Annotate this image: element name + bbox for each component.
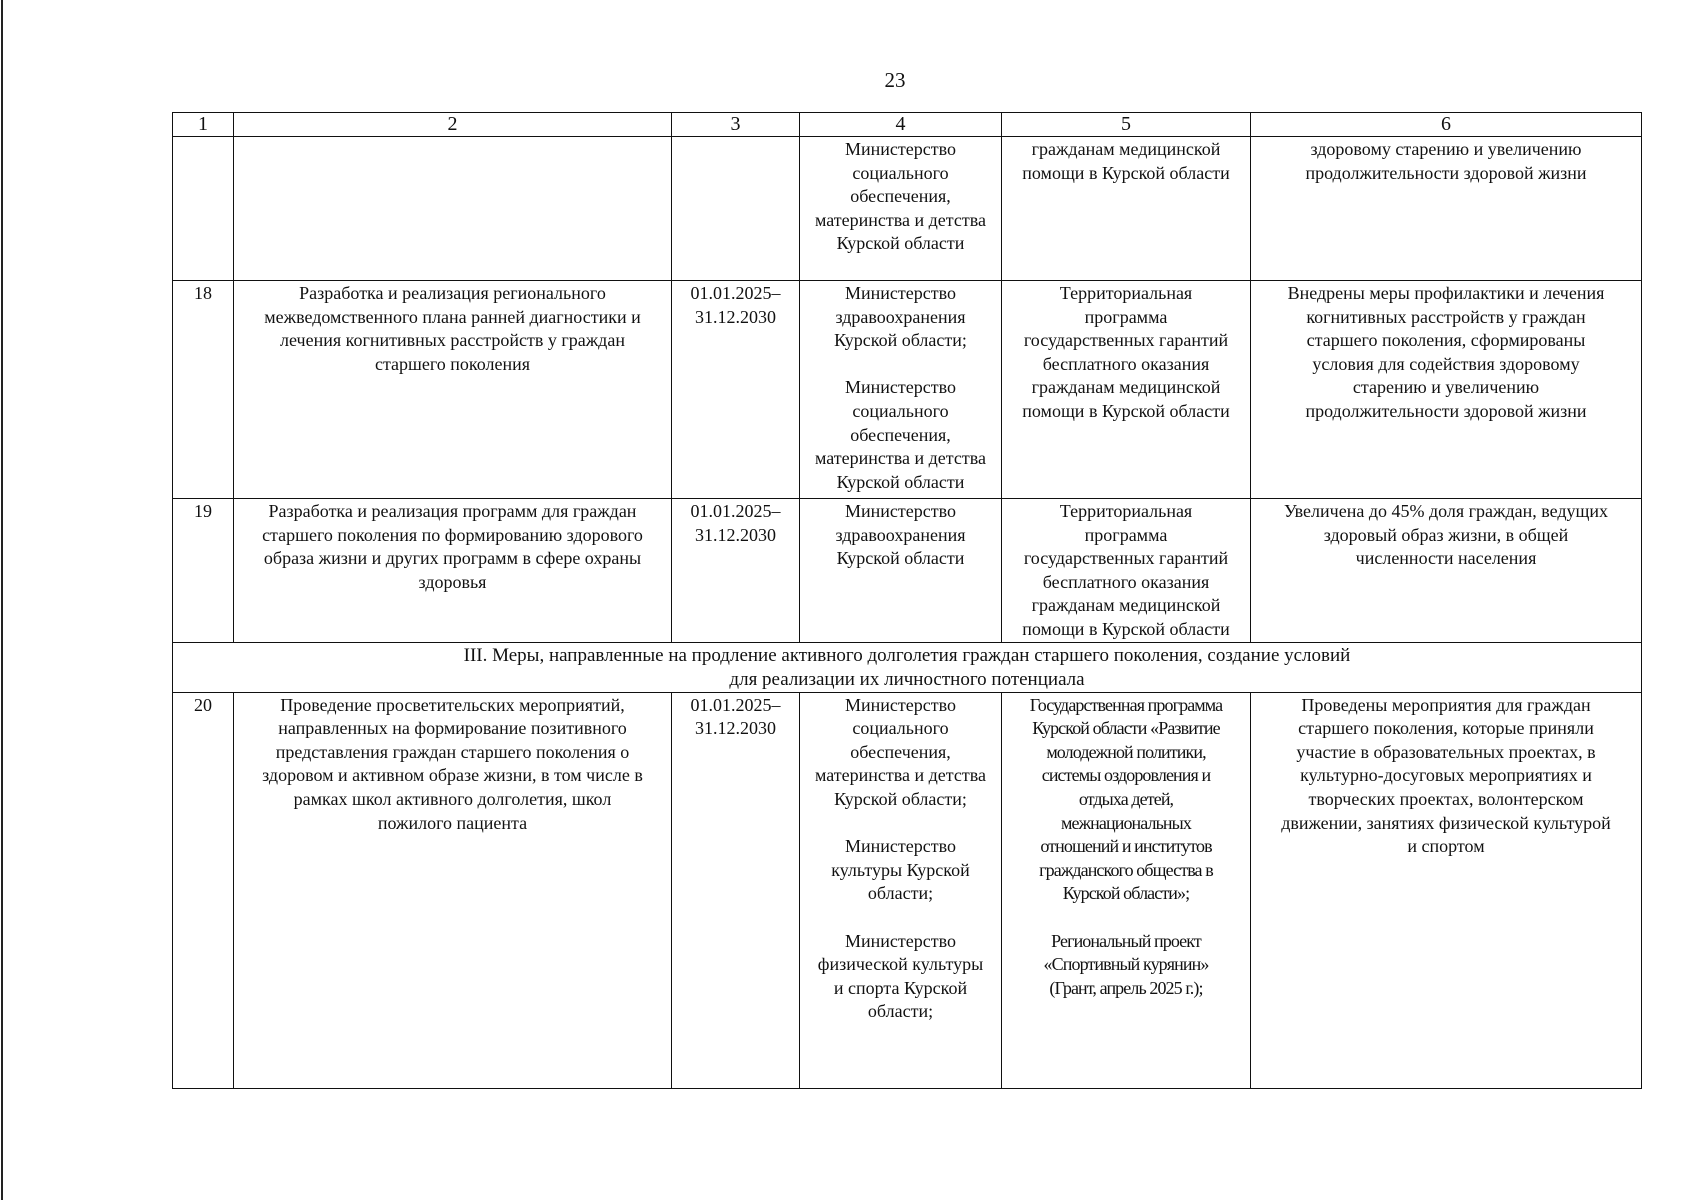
num-cell: 20 <box>173 692 234 1088</box>
text-line: социального <box>852 400 949 421</box>
text-line: государственных гарантий <box>1023 548 1229 569</box>
measure-cell <box>234 499 672 643</box>
text-line: Курской области <box>836 471 965 492</box>
table-row <box>173 499 1642 643</box>
measure-cell <box>234 281 672 499</box>
measure-cell <box>234 137 672 281</box>
text-line: 01.01.2025– <box>690 501 781 521</box>
num-cell: 18 <box>173 281 234 499</box>
text-line: социального <box>852 718 949 739</box>
section-heading-row <box>173 642 1642 692</box>
text-line: Министерство <box>845 501 956 521</box>
text-line: представления граждан старшего поколения о <box>275 741 630 762</box>
text-line: межнациональных <box>1061 812 1191 833</box>
text-line: и спорта Курской <box>833 977 968 998</box>
text-line: гражданского общества в <box>1039 859 1213 880</box>
table-row-continuation <box>173 137 1642 281</box>
text-line: помощи в Курской области <box>1022 400 1230 421</box>
text-line: Увеличена до 45% доля граждан, ведущих <box>1283 501 1609 521</box>
header-cell: 6 <box>1251 113 1642 137</box>
paragraph-gap <box>802 812 999 836</box>
text-line: (Грант, апрель 2025 г.); <box>1049 977 1203 998</box>
text-line: гражданам медицинской <box>1031 139 1221 159</box>
paragraph-gap <box>802 906 999 930</box>
text-line: старшего поколения, сформированы <box>1306 330 1586 351</box>
text-line: Курской области <box>836 233 965 254</box>
text-line: помощи в Курской области <box>1022 162 1230 183</box>
measures-table <box>172 112 1642 1089</box>
program-cell <box>1002 137 1251 281</box>
text-line: Разработка и реализация регионального <box>299 283 606 303</box>
text-line: здоровому старению и увеличению <box>1310 139 1582 159</box>
text-line: области; <box>867 883 934 904</box>
executors-cell <box>800 137 1002 281</box>
text-line: Министерство <box>845 836 956 857</box>
text-line: 01.01.2025– <box>690 283 781 303</box>
text-line: и спортом <box>1407 836 1485 857</box>
program-cell <box>1002 692 1251 1088</box>
text-line: направленных на формирование позитивного <box>278 718 627 739</box>
text-line: Министерство <box>845 930 956 951</box>
header-row <box>173 113 1642 137</box>
text-line: Территориальная <box>1059 501 1193 521</box>
text-line: материнства и детства <box>815 448 986 469</box>
text-line: здравоохранения <box>835 306 966 327</box>
text-line: помощи в Курской области <box>1022 618 1230 639</box>
result-cell <box>1251 137 1642 281</box>
period-cell <box>672 137 800 281</box>
text-line: образа жизни и других программ в сфере охраны <box>263 548 642 569</box>
text-line: старению и увеличению <box>1352 377 1540 398</box>
text-line: участие в образовательных проектах, в <box>1296 741 1596 762</box>
text-line: Государственная программа <box>1029 694 1223 715</box>
text-line: для реализации их личностного потенциала <box>729 668 1085 690</box>
text-line: физической культуры <box>817 954 984 975</box>
text-line: Курской области; <box>834 330 967 351</box>
text-line: области; <box>867 1001 934 1022</box>
text-line: Курской области»; <box>1062 883 1190 904</box>
text-line: культуры Курской <box>831 859 970 880</box>
text-line: условия для содействия здоровому <box>1312 353 1580 374</box>
paragraph-gap <box>1004 906 1248 930</box>
result-cell <box>1251 499 1642 643</box>
period-cell <box>672 281 800 499</box>
text-line: пожилого пациента <box>377 812 528 833</box>
text-line: здравоохранения <box>835 524 966 545</box>
text-line: здоровом и активном образе жизни, в том числе в <box>262 765 643 786</box>
text-line: здоровья <box>418 571 487 592</box>
text-line: гражданам медицинской <box>1031 377 1221 398</box>
text-line: Разработка и реализация программ для граждан <box>268 501 637 521</box>
text-line: III. Меры, направленные на продление активного долголетия граждан старшего поколения, создание условий <box>463 644 1351 666</box>
num-cell <box>173 137 234 281</box>
text-line: численности населения <box>1355 548 1537 569</box>
text-line: когнитивных расстройств у граждан <box>1306 306 1586 327</box>
text-line: здоровый образ жизни, в общей <box>1323 524 1569 545</box>
program-cell <box>1002 281 1251 499</box>
text-line: отношений и институтов <box>1040 836 1212 857</box>
program-cell <box>1002 499 1251 643</box>
num-cell: 19 <box>173 499 234 643</box>
text-line: программа <box>1084 306 1168 327</box>
text-line: Министерство <box>845 694 956 715</box>
text-line: Министерство <box>845 139 956 159</box>
paragraph-gap <box>802 353 999 377</box>
result-cell <box>1251 692 1642 1088</box>
text-line: бесплатного оказания <box>1042 571 1210 592</box>
header-cell: 4 <box>800 113 1002 137</box>
text-line: материнства и детства <box>815 765 986 786</box>
text-line: социального <box>852 162 949 183</box>
text-line: движении, занятиях физической культурой <box>1281 812 1611 833</box>
text-line: старшего поколения по формированию здорового <box>262 524 643 545</box>
text-line: старшего поколения, которые приняли <box>1298 718 1594 739</box>
text-line: обеспечения, <box>850 741 951 762</box>
text-line: «Спортивный курянин» <box>1043 954 1209 975</box>
text-line: 31.12.2030 <box>695 718 776 739</box>
text-line: творческих проектах, волонтерском <box>1308 788 1584 809</box>
page-number: 23 <box>884 68 906 92</box>
text-line: государственных гарантий <box>1023 330 1229 351</box>
text-line: Региональный проект <box>1051 930 1201 951</box>
text-line: продолжительности здоровой жизни <box>1305 162 1587 183</box>
text-line: 31.12.2030 <box>695 306 776 327</box>
text-line: культурно-досуговых мероприятиях и <box>1300 765 1592 786</box>
executors-cell <box>800 499 1002 643</box>
text-line: Курской области; <box>834 788 967 809</box>
text-line: Территориальная <box>1059 283 1193 303</box>
scan-edge-line <box>1 0 3 1200</box>
text-line: обеспечения, <box>850 186 951 207</box>
text-line: продолжительности здоровой жизни <box>1305 400 1587 421</box>
text-line: материнства и детства <box>815 209 986 230</box>
text-line: рамках школ активного долголетия, школ <box>293 788 612 809</box>
text-line: 01.01.2025– <box>690 694 781 715</box>
text-line: 31.12.2030 <box>695 524 776 545</box>
text-line: межведомственного плана ранней диагностики и <box>264 306 641 327</box>
text-line: Проведение просветительских мероприятий, <box>280 694 625 715</box>
text-line: гражданам медицинской <box>1031 595 1221 616</box>
text-line: молодежной политики, <box>1046 741 1206 762</box>
executors-cell <box>800 692 1002 1088</box>
text-line: старшего поколения <box>374 353 531 374</box>
result-cell <box>1251 281 1642 499</box>
text-line: Министерство <box>845 283 956 303</box>
period-cell <box>672 692 800 1088</box>
text-line: Внедрены меры профилактики и лечения <box>1287 283 1605 303</box>
text-line: лечения когнитивных расстройств у граждан <box>280 330 625 351</box>
period-cell <box>672 499 800 643</box>
header-cell: 3 <box>672 113 800 137</box>
text-line: обеспечения, <box>850 424 951 445</box>
table-row <box>173 692 1642 1088</box>
measure-cell <box>234 692 672 1088</box>
header-cell: 1 <box>173 113 234 137</box>
text-line: системы оздоровления и <box>1041 765 1211 786</box>
text-line: Курской области «Развитие <box>1032 718 1220 739</box>
text-line: бесплатного оказания <box>1042 353 1210 374</box>
executors-cell <box>800 281 1002 499</box>
table-row <box>173 281 1642 499</box>
text-line: Проведены мероприятия для граждан <box>1301 694 1591 715</box>
header-cell: 2 <box>234 113 672 137</box>
text-line: Министерство <box>845 377 956 398</box>
text-line: отдыха детей, <box>1078 788 1174 809</box>
text-line: программа <box>1084 524 1168 545</box>
header-cell: 5 <box>1002 113 1251 137</box>
text-line: Курской области <box>836 548 965 569</box>
section-heading <box>173 642 1642 692</box>
